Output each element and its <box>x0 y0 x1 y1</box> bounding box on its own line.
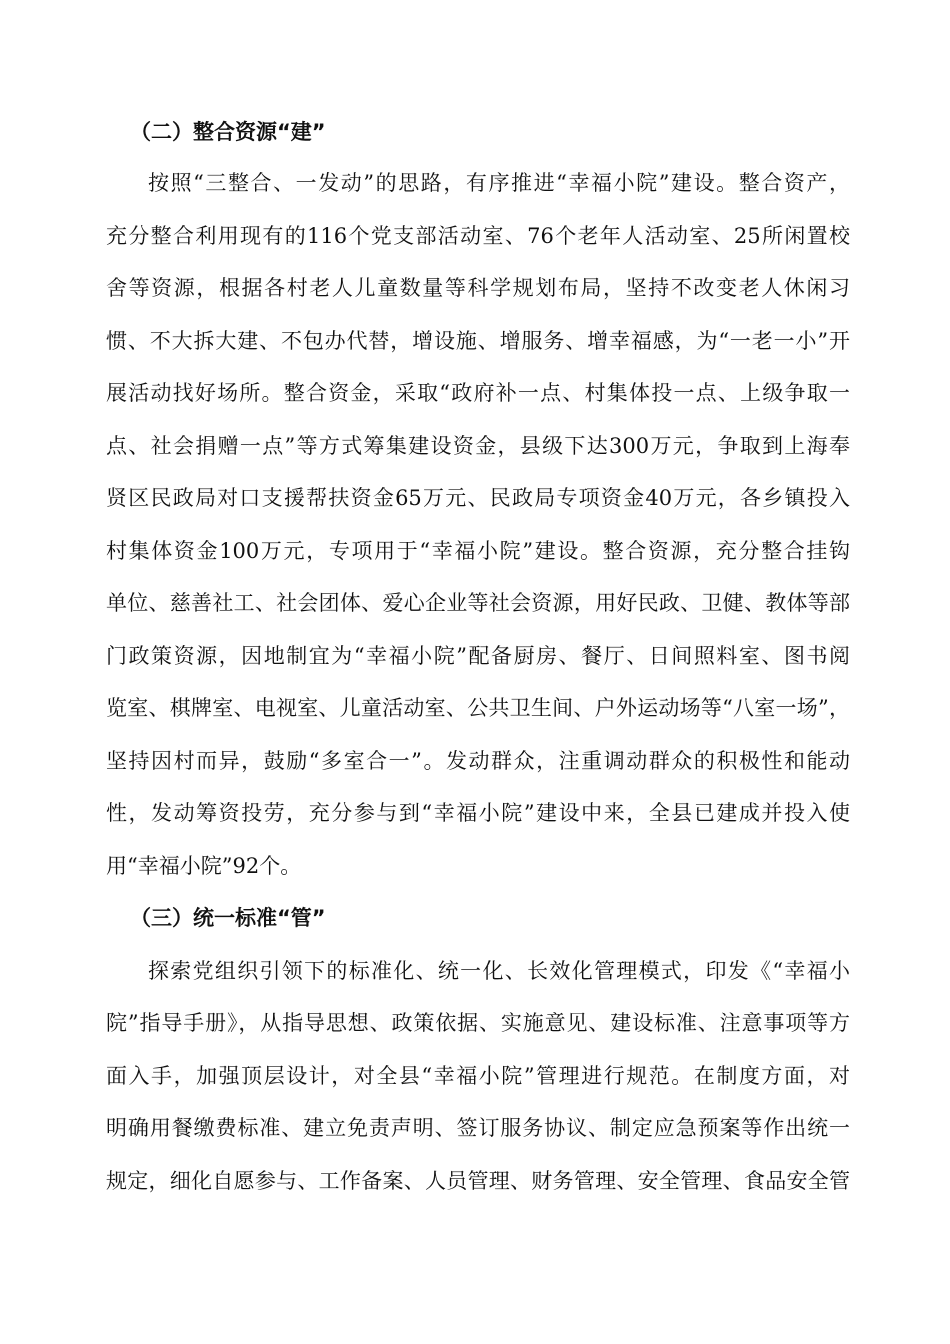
section-2-line-8: 村集体资金100万元，专项用于“幸福小院”建设。整合资源，充分整合挂钩 <box>106 539 850 563</box>
section-3-heading: （三）统一标准“管” <box>130 906 326 930</box>
section-3-line-3: 面入手，加强顶层设计，对全县“幸福小院”管理进行规范。在制度方面，对 <box>106 1064 850 1088</box>
section-2-line-9: 单位、慈善社工、社会团体、爱心企业等社会资源，用好民政、卫健、教体等部 <box>106 591 850 615</box>
section-2-line-13: 性，发动筹资投劳，充分参与到“幸福小院”建设中来，全县已建成并投入使 <box>106 801 850 825</box>
section-2-line-6: 点、社会捐赠一点”等方式筹集建设资金，县级下达300万元，争取到上海奉 <box>106 434 850 458</box>
section-2-line-10: 门政策资源，因地制宜为“幸福小院”配备厨房、餐厅、日间照料室、图书阅 <box>106 644 850 668</box>
section-2-line-3: 舍等资源，根据各村老人儿童数量等科学规划布局，坚持不改变老人休闲习 <box>106 276 850 300</box>
section-2-line-2: 充分整合利用现有的116个党支部活动室、76个老年人活动室、25所闲置校 <box>106 224 850 248</box>
section-2-line-7: 贤区民政局对口支援帮扶资金65万元、民政局专项资金40万元，各乡镇投入 <box>106 486 850 510</box>
section-3-line-1: 探索党组织引领下的标准化、统一化、长效化管理模式，印发《“幸福小 <box>148 959 850 983</box>
section-3-line-2: 院”指导手册》，从指导思想、政策依据、实施意见、建设标准、注意事项等方 <box>106 1011 850 1035</box>
section-2-line-4: 惯、不大拆大建、不包办代替，增设施、增服务、增幸福感，为“一老一小”开 <box>106 329 850 353</box>
section-2-heading: （二）整合资源“建” <box>130 120 326 144</box>
section-2-line-11: 览室、棋牌室、电视室、儿童活动室、公共卫生间、户外运动场等“八室一场”， <box>106 696 850 720</box>
section-3-line-5: 规定，细化自愿参与、工作备案、人员管理、财务管理、安全管理、食品安全管 <box>106 1169 850 1193</box>
section-2-line-12: 坚持因村而异，鼓励“多室合一”。发动群众，注重调动群众的积极性和能动 <box>106 749 850 773</box>
section-2-line-1: 按照“三整合、一发动”的思路，有序推进“幸福小院”建设。整合资产， <box>148 171 850 195</box>
section-3-line-4: 明确用餐缴费标准、建立免责声明、签订服务协议、制定应急预案等作出统一 <box>106 1116 850 1140</box>
section-2-line-5: 展活动找好场所。整合资金，采取“政府补一点、村集体投一点、上级争取一 <box>106 381 850 405</box>
section-2-line-14: 用“幸福小院”92个。 <box>106 854 302 878</box>
